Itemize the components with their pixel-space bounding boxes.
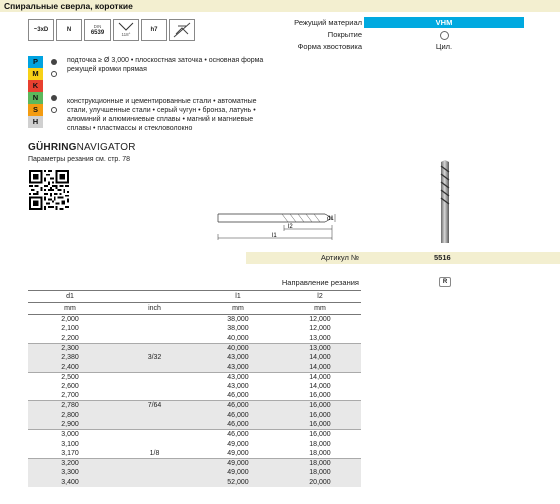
table-cell: 46,000 <box>227 392 249 400</box>
table-cell: 2,000 <box>61 316 79 324</box>
depth-icon: ~3xD <box>28 19 54 41</box>
suitability-partial-icon <box>51 71 57 77</box>
table-cell: l2 <box>279 291 361 303</box>
tolerance-icon: h7 <box>141 19 167 41</box>
properties-panel <box>258 17 558 53</box>
table-cell <box>112 468 197 478</box>
table-cell: 2,900 <box>28 420 112 430</box>
table-cell: d1 <box>28 291 112 303</box>
table-cell: 46,000 <box>197 401 279 411</box>
coating-value <box>364 29 524 40</box>
table-cell: 43,000 <box>197 362 279 372</box>
table-cell: mm <box>28 303 112 315</box>
table-cell <box>112 372 197 382</box>
suitability-full-icon <box>51 59 57 65</box>
table-cell: 43,000 <box>197 372 279 382</box>
table-cell <box>112 458 197 468</box>
cutting-material-value: VHM <box>364 17 524 28</box>
table-row <box>28 449 361 459</box>
shank-form-value: Цил. <box>435 42 453 51</box>
table-cell: mm <box>279 303 361 315</box>
table-cell <box>112 430 197 440</box>
table-cell: 49,000 <box>227 449 249 457</box>
table-cell: 2,800 <box>28 410 112 420</box>
table-row <box>28 334 361 344</box>
table-row <box>28 343 361 353</box>
title-bar <box>0 0 560 12</box>
table-cell: 3,400 <box>28 478 112 488</box>
material-k: K <box>28 80 43 92</box>
table-row <box>28 401 361 411</box>
table-cell: 3,000 <box>28 430 112 440</box>
right-hand-cut-icon: R <box>439 277 451 287</box>
property-row: Форма хвостовика Цил. <box>258 41 558 53</box>
table-cell: 38,000 <box>227 316 249 324</box>
article-number: 5516 <box>434 253 451 262</box>
table-row <box>28 303 361 315</box>
table-cell <box>112 420 197 430</box>
table-cell <box>112 324 197 334</box>
table-cell: 3,300 <box>28 468 112 478</box>
table-row <box>28 372 361 382</box>
table-cell: 18,000 <box>309 440 331 448</box>
table-cell: 2,700 <box>61 392 79 400</box>
dimensions-table <box>28 290 361 487</box>
l2-label: l2 <box>288 224 293 230</box>
tool-description: подточка ≥ Ø 3,000 • плоскостная заточка • основная форма режущей кромки прямая <box>67 57 264 73</box>
table-cell: 2,380 <box>28 353 112 363</box>
material-h: H <box>28 116 43 128</box>
table-row <box>28 382 361 392</box>
table-cell: 2,400 <box>28 362 112 372</box>
table-cell <box>112 391 197 401</box>
suitability-full-icon <box>51 95 57 101</box>
table-cell: 2,300 <box>28 343 112 353</box>
table-cell: 13,000 <box>279 343 361 353</box>
material-s: S <box>28 104 43 116</box>
table-cell <box>112 362 197 372</box>
feature-icons <box>28 19 195 41</box>
table-cell: 7/64 <box>112 401 197 411</box>
material-m: M <box>28 68 43 80</box>
table-cell: 46,000 <box>197 430 279 440</box>
table-cell: 43,000 <box>227 382 249 390</box>
drill-dimension-drawing <box>210 200 340 248</box>
table-cell: 14,000 <box>279 372 361 382</box>
table-cell: 3/32 <box>112 353 197 363</box>
l1-label: l1 <box>272 233 277 239</box>
din-icon: DIN 6539 <box>84 19 111 41</box>
table-cell: 49,000 <box>197 468 279 478</box>
table-cell: 13,000 <box>309 334 331 342</box>
table-cell: 52,000 <box>197 478 279 488</box>
table-cell: 2,100 <box>61 325 79 333</box>
guhring-navigator-logo: GÜHRINGNAVIGATOR <box>28 142 136 153</box>
table-cell: 49,000 <box>227 440 249 448</box>
table-cell <box>112 439 197 449</box>
table-cell: 2,200 <box>61 334 79 342</box>
table-cell: 2,500 <box>28 372 112 382</box>
table-cell: 16,000 <box>279 420 361 430</box>
table-cell: 16,000 <box>309 392 331 400</box>
material-groups <box>28 56 63 128</box>
table-cell: 38,000 <box>227 325 249 333</box>
cutting-direction-row: Направление резания R <box>246 277 560 289</box>
table-cell: 2,780 <box>28 401 112 411</box>
table-cell: 16,000 <box>279 430 361 440</box>
table-row <box>28 430 361 440</box>
property-row: Покрытие <box>258 29 558 41</box>
table-cell <box>112 291 197 303</box>
table-cell: 40,000 <box>227 334 249 342</box>
material-p: P <box>28 56 43 68</box>
coating-circle-icon <box>440 31 449 40</box>
table-cell: 18,000 <box>309 449 331 457</box>
table-cell: 18,000 <box>279 458 361 468</box>
table-cell <box>112 478 197 488</box>
table-row <box>28 353 361 363</box>
table-row <box>28 291 361 303</box>
table-cell: 12,000 <box>309 316 331 324</box>
table-cell: 3,100 <box>61 440 79 448</box>
table-cell: 3,200 <box>28 458 112 468</box>
table-cell: 43,000 <box>197 353 279 363</box>
table-row <box>28 324 361 334</box>
table-row <box>28 420 361 430</box>
suitability-partial-icon <box>51 107 57 113</box>
table-row <box>28 362 361 372</box>
table-row <box>28 391 361 401</box>
table-cell: 12,000 <box>309 325 331 333</box>
table-cell: 2,600 <box>61 382 79 390</box>
table-cell: 46,000 <box>197 410 279 420</box>
table-cell <box>112 343 197 353</box>
article-bar: Артикул № 5516 <box>246 252 560 264</box>
table-cell: mm <box>197 303 279 315</box>
n-type-icon: N <box>56 19 82 41</box>
table-cell <box>112 410 197 420</box>
table-cell: inch <box>112 303 197 315</box>
table-cell <box>112 315 197 325</box>
table-row <box>28 468 361 478</box>
table-cell: 20,000 <box>279 478 361 488</box>
qr-code-icon[interactable] <box>28 170 70 210</box>
drill-photo <box>432 160 458 245</box>
applications-text: конструкционные и цементированные стали • автоматные стали, улучшенные стали • серый чугун • бронза, латунь • алюминий и алюминиевые сплавы • магний и магниевые сплавы • пластмассы и стекловолокно <box>67 98 257 132</box>
table-row <box>28 478 361 488</box>
table-row <box>28 410 361 420</box>
table-cell: 49,000 <box>197 458 279 468</box>
d1-label: d1 <box>327 216 334 222</box>
table-row <box>28 439 361 449</box>
table-cell: 14,000 <box>279 353 361 363</box>
table-cell <box>112 382 197 392</box>
material-n: N <box>28 92 43 104</box>
table-cell <box>112 334 197 344</box>
cutting-params-link[interactable]: Параметры резания см. стр. 78 <box>28 156 130 163</box>
table-cell: l1 <box>197 291 279 303</box>
table-cell: 14,000 <box>309 382 331 390</box>
table-cell: 3,170 <box>61 449 79 457</box>
table-cell: 18,000 <box>279 468 361 478</box>
table-row <box>28 315 361 325</box>
table-cell: 14,000 <box>279 362 361 372</box>
table-cell: 46,000 <box>197 420 279 430</box>
table-row <box>28 458 361 468</box>
table-cell: 40,000 <box>197 343 279 353</box>
table-cell: 1/8 <box>149 449 160 457</box>
page-title: Спиральные сверла, короткие <box>4 1 133 11</box>
table-cell: 16,000 <box>279 401 361 411</box>
no-coolant-icon <box>169 19 195 41</box>
table-cell: 16,000 <box>279 410 361 420</box>
property-row: Режущий материал VHM <box>258 17 558 29</box>
point-angle-icon: 118° <box>113 19 139 41</box>
